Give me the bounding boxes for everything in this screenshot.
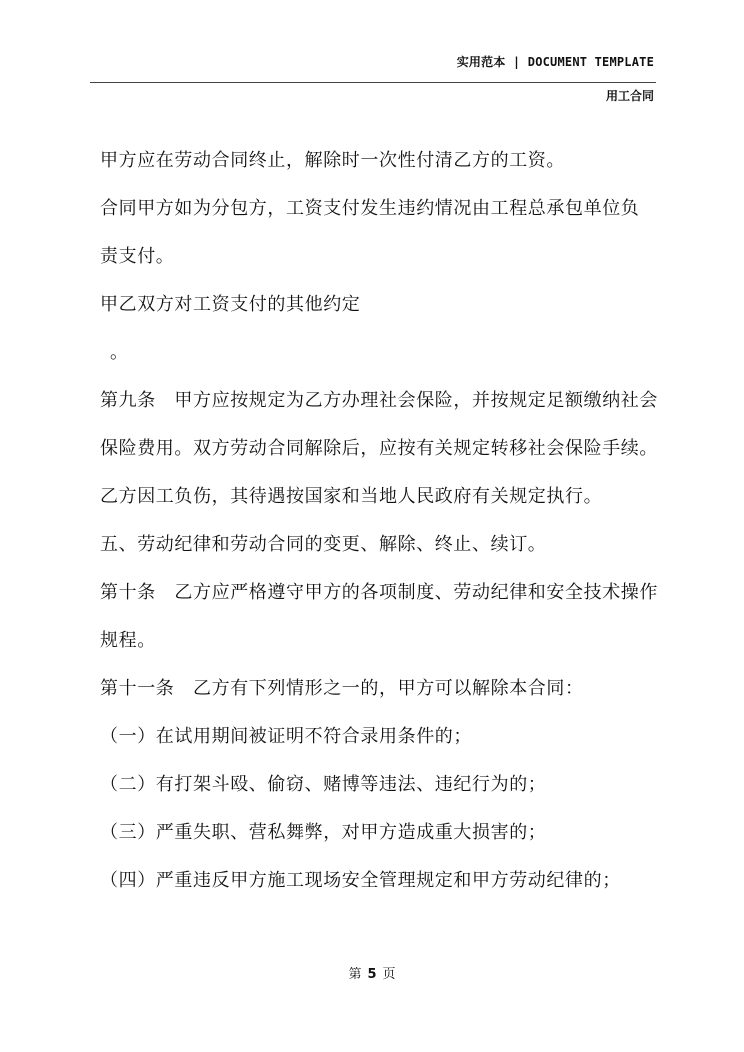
- list-item: （四）严重违反甲方施工现场安全管理规定和甲方劳动纪律的；: [100, 870, 621, 891]
- section-heading: 五、劳动纪律和劳动合同的变更、解除、终止、续订。: [100, 534, 547, 555]
- page-number: 5: [367, 967, 377, 982]
- header-brand: 实用范本 | DOCUMENT TEMPLATE: [456, 55, 654, 69]
- list-item: （一）在试用期间被证明不符合录用条件的；: [100, 726, 472, 747]
- body-line: 责支付。: [100, 246, 175, 267]
- page-footer: [0, 963, 744, 982]
- body-line: 第十一条 乙方有下列情形之一的，甲方可以解除本合同：: [100, 678, 584, 699]
- body-line: 第十条 乙方应严格遵守甲方的各项制度、劳动纪律和安全技术操作: [100, 582, 658, 603]
- body-line: 甲方应在劳动合同终止，解除时一次性付清乙方的工资。: [100, 150, 565, 171]
- list-item: （二）有打架斗殴、偷窃、赌博等违法、违纪行为的；: [100, 774, 547, 795]
- body-line: 乙方因工负伤，其待遇按国家和当地人民政府有关规定执行。: [100, 486, 603, 507]
- header-doc-title: 用工合同: [605, 89, 654, 103]
- body-line: 甲乙双方对工资支付的其他约定: [100, 294, 361, 315]
- footer-suffix: 页: [382, 967, 396, 982]
- header-divider: [90, 82, 656, 83]
- body-line: 规程。: [100, 630, 156, 651]
- document-body: [100, 137, 660, 905]
- list-item: （三）严重失职、营私舞弊，对甲方造成重大损害的；: [100, 822, 547, 843]
- body-line: 保险费用。双方劳动合同解除后，应按有关规定转移社会保险手续。: [100, 438, 658, 459]
- body-line: 第九条 甲方应按规定为乙方办理社会保险，并按规定足额缴纳社会: [100, 390, 658, 411]
- footer-prefix: 第: [348, 967, 362, 982]
- body-line: 合同甲方如为分包方，工资支付发生违约情况由工程总承包单位负: [100, 198, 640, 219]
- body-line: 。: [110, 342, 129, 363]
